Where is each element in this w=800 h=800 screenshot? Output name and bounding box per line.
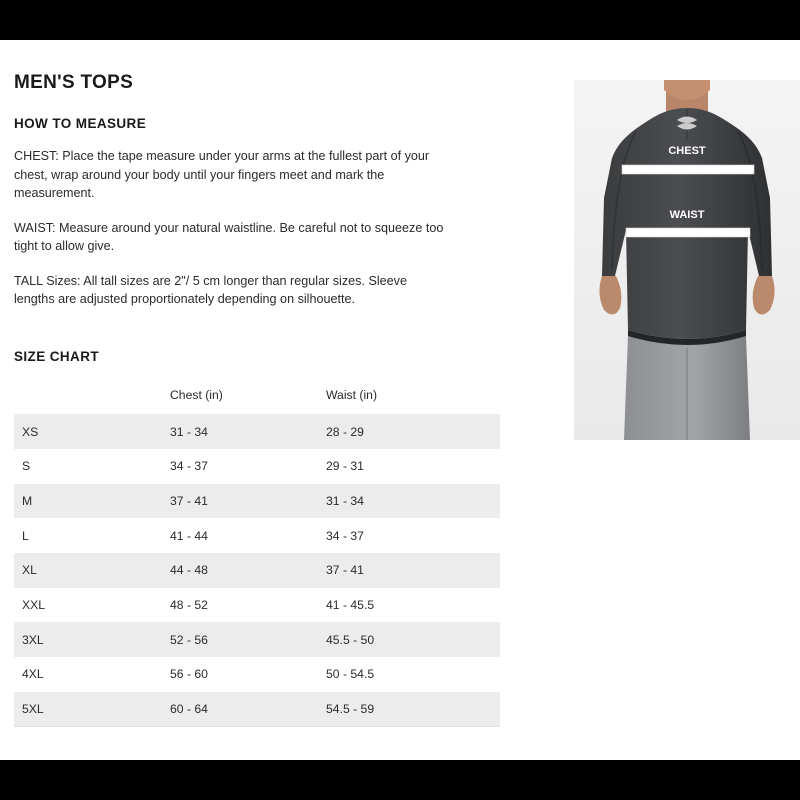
size-guide-text-column <box>14 40 574 727</box>
size-chart-heading: SIZE CHART <box>14 348 99 364</box>
cell-size: 4XL <box>14 657 170 692</box>
table-row <box>14 622 500 657</box>
page-title: MEN'S TOPS <box>14 72 134 93</box>
column-header-waist: Waist (in) <box>326 378 500 415</box>
cell-chest: 44 - 48 <box>170 553 326 588</box>
size-chart-table <box>14 378 500 728</box>
cell-chest: 60 - 64 <box>170 692 326 727</box>
chest-instructions: CHEST: Place the tape measure under your arms at the fullest part of your chest, wrap around your body until your fingers meet and mark the measurement. <box>14 149 430 200</box>
cell-size: 3XL <box>14 622 170 657</box>
cell-chest: 37 - 41 <box>170 484 326 519</box>
cell-waist: 50 - 54.5 <box>326 657 500 692</box>
cell-waist: 45.5 - 50 <box>326 622 500 657</box>
chest-label: CHEST <box>668 145 706 157</box>
cell-chest: 48 - 52 <box>170 588 326 623</box>
cell-size: L <box>14 518 170 553</box>
cell-waist: 31 - 34 <box>326 484 500 519</box>
table-row <box>14 692 500 727</box>
model-illustration <box>574 80 800 440</box>
measurement-photo <box>574 80 800 440</box>
table-row <box>14 449 500 484</box>
cell-waist: 34 - 37 <box>326 518 500 553</box>
cell-size: S <box>14 449 170 484</box>
cell-waist: 41 - 45.5 <box>326 588 500 623</box>
waist-label: WAIST <box>669 209 705 221</box>
table-header-row <box>14 378 500 415</box>
cell-waist: 37 - 41 <box>326 553 500 588</box>
table-row <box>14 553 500 588</box>
cell-size: XXL <box>14 588 170 623</box>
table-row <box>14 657 500 692</box>
table-row <box>14 484 500 519</box>
column-header-chest: Chest (in) <box>170 378 326 415</box>
size-guide-page <box>0 40 800 760</box>
cell-size: XL <box>14 553 170 588</box>
table-row <box>14 518 500 553</box>
how-to-measure-heading: HOW TO MEASURE <box>14 116 147 131</box>
cell-chest: 56 - 60 <box>170 657 326 692</box>
table-header <box>14 378 500 415</box>
cell-chest: 31 - 34 <box>170 414 326 449</box>
table-row <box>14 414 500 449</box>
column-header-size <box>14 378 170 415</box>
cell-chest: 52 - 56 <box>170 622 326 657</box>
cell-size: 5XL <box>14 692 170 727</box>
waist-instructions: WAIST: Measure around your natural waistline. Be careful not to squeeze too tight to allow give. <box>14 220 444 253</box>
cell-size: XS <box>14 414 170 449</box>
cell-waist: 54.5 - 59 <box>326 692 500 727</box>
table-body <box>14 414 500 727</box>
cell-waist: 28 - 29 <box>326 414 500 449</box>
cell-waist: 29 - 31 <box>326 449 500 484</box>
cell-size: M <box>14 484 170 519</box>
table-row <box>14 588 500 623</box>
tall-sizes-note: TALL Sizes: All tall sizes are 2"/ 5 cm longer than regular sizes. Sleeve lengths are adjusted proportionately depending on silhouette. <box>14 273 407 306</box>
cell-chest: 34 - 37 <box>170 449 326 484</box>
cell-chest: 41 - 44 <box>170 518 326 553</box>
